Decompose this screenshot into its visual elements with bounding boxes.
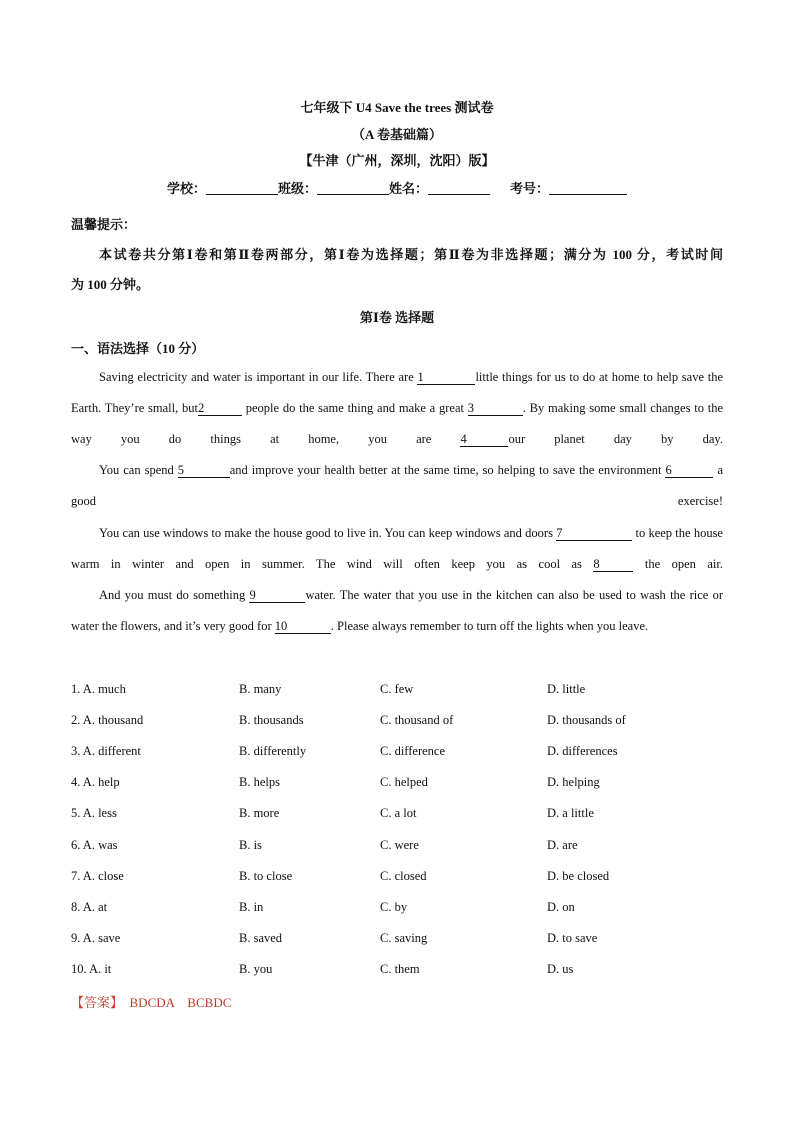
question-row: [71, 869, 723, 889]
school-label: 学校：: [166, 181, 206, 196]
option-c[interactable]: C. few: [380, 682, 414, 696]
option-d[interactable]: D. us: [547, 962, 574, 976]
option-c[interactable]: C. them: [380, 962, 420, 976]
tips-line-1: 本试卷共分第Ⅰ卷和第Ⅱ卷两部分，第Ⅰ卷为选择题；第Ⅱ卷为非选择题；满分为 100 分，考试时间: [99, 247, 723, 262]
blank-8: 8: [593, 557, 633, 572]
blank-4: 4: [460, 432, 508, 447]
blank-7: 7: [556, 526, 632, 541]
option-d[interactable]: D. thousands of: [547, 713, 626, 727]
passage-paragraph-4: And you must do something 9 water. The water that you use in the kitchen can also be used to wash the rice or water the flowers, and it’s very good for 10 . Please always remember to turn off the lights when you leave.: [71, 588, 723, 633]
option-b[interactable]: B. you: [239, 962, 273, 976]
option-d[interactable]: D. little: [547, 682, 586, 696]
option-c[interactable]: C. saving: [380, 931, 428, 945]
option-c[interactable]: C. were: [380, 838, 419, 852]
class-label: 班级：: [277, 181, 317, 196]
name-blank[interactable]: [428, 181, 490, 195]
option-c[interactable]: C. thousand of: [380, 713, 454, 727]
option-d[interactable]: D. on: [547, 900, 575, 914]
answer-line: [71, 992, 231, 1011]
blank-5: 5: [178, 463, 230, 478]
option-c[interactable]: C. by: [380, 900, 408, 914]
answer-label: 【答案】: [71, 995, 124, 1010]
passage-paragraph-2: You can spend 5 and improve your health better at the same time, so helping to save the environment 6 a good exercise!: [71, 463, 723, 508]
option-a[interactable]: 1. A. much: [71, 682, 126, 696]
question-row: [71, 744, 723, 764]
number-label: 考号：: [510, 181, 550, 196]
option-a[interactable]: 9. A. save: [71, 931, 121, 945]
student-info-line: [0, 178, 794, 197]
option-b[interactable]: B. many: [239, 682, 282, 696]
option-d[interactable]: D. helping: [547, 775, 600, 789]
option-c[interactable]: C. a lot: [380, 806, 417, 820]
question-row: [71, 962, 723, 982]
blank-2: 2: [198, 401, 242, 416]
question-row: [71, 775, 723, 795]
option-d[interactable]: D. be closed: [547, 869, 610, 883]
answer-value: BDCDA BCBDC: [129, 995, 232, 1010]
question-row: [71, 713, 723, 733]
option-c[interactable]: C. closed: [380, 869, 427, 883]
option-d[interactable]: D. differences: [547, 744, 618, 758]
blank-10: 10: [275, 619, 331, 634]
option-a[interactable]: 10. A. it: [71, 962, 112, 976]
blank-9: 9: [249, 588, 305, 603]
name-label: 姓名：: [389, 181, 429, 196]
option-a[interactable]: 4. A. help: [71, 775, 120, 789]
class-blank[interactable]: [317, 181, 389, 195]
option-b[interactable]: B. to close: [239, 869, 293, 883]
option-a[interactable]: 5. A. less: [71, 806, 117, 820]
document-title: 七年级下 U4 Save the trees 测试卷: [300, 100, 494, 115]
option-b[interactable]: B. helps: [239, 775, 280, 789]
question-row: [71, 806, 723, 826]
question-row: [71, 931, 723, 951]
blank-1: 1: [417, 370, 475, 385]
section-1-title: 一、语法选择（10 分）: [71, 341, 205, 356]
passage-paragraph-3: You can use windows to make the house good to live in. You can keep windows and doors 7 to keep the house warm in winter and open in summer. The wind will often keep you as cool as 8 the open air.: [71, 526, 723, 571]
option-a[interactable]: 6. A. was: [71, 838, 118, 852]
option-a[interactable]: 7. A. close: [71, 869, 124, 883]
question-row: [71, 682, 723, 702]
option-a[interactable]: 8. A. at: [71, 900, 108, 914]
blank-6: 6: [665, 463, 713, 478]
tips-title: 温馨提示：: [71, 217, 137, 232]
passage-paragraph-1: Saving electricity and water is important in our life. There are 1 little things for us to do at home to help save the Earth. They’re small, but2 people do the same thing and make a great 3 . By making some small changes to the way you do things at home, you are 4 our planet day by day.: [71, 370, 723, 446]
option-d[interactable]: D. a little: [547, 806, 594, 820]
part-1-title: 第Ⅰ卷 选择题: [359, 310, 435, 325]
option-b[interactable]: B. is: [239, 838, 262, 852]
blank-3: 3: [468, 401, 523, 416]
option-b[interactable]: B. in: [239, 900, 264, 914]
question-row: [71, 900, 723, 920]
option-d[interactable]: D. are: [547, 838, 578, 852]
option-d[interactable]: D. to save: [547, 931, 598, 945]
number-blank[interactable]: [549, 181, 627, 195]
school-blank[interactable]: [206, 181, 278, 195]
option-c[interactable]: C. helped: [380, 775, 428, 789]
document-subtitle: （A 卷基础篇）: [352, 127, 442, 142]
option-c[interactable]: C. difference: [380, 744, 446, 758]
tips-line-2: 为 100 分钟。: [71, 277, 150, 292]
option-a[interactable]: 2. A. thousand: [71, 713, 144, 727]
option-b[interactable]: B. differently: [239, 744, 307, 758]
option-b[interactable]: B. thousands: [239, 713, 304, 727]
edition-label: 【牛津（广州，深圳，沈阳）版】: [299, 153, 495, 168]
question-row: [71, 838, 723, 858]
option-a[interactable]: 3. A. different: [71, 744, 141, 758]
option-b[interactable]: B. saved: [239, 931, 283, 945]
option-b[interactable]: B. more: [239, 806, 280, 820]
